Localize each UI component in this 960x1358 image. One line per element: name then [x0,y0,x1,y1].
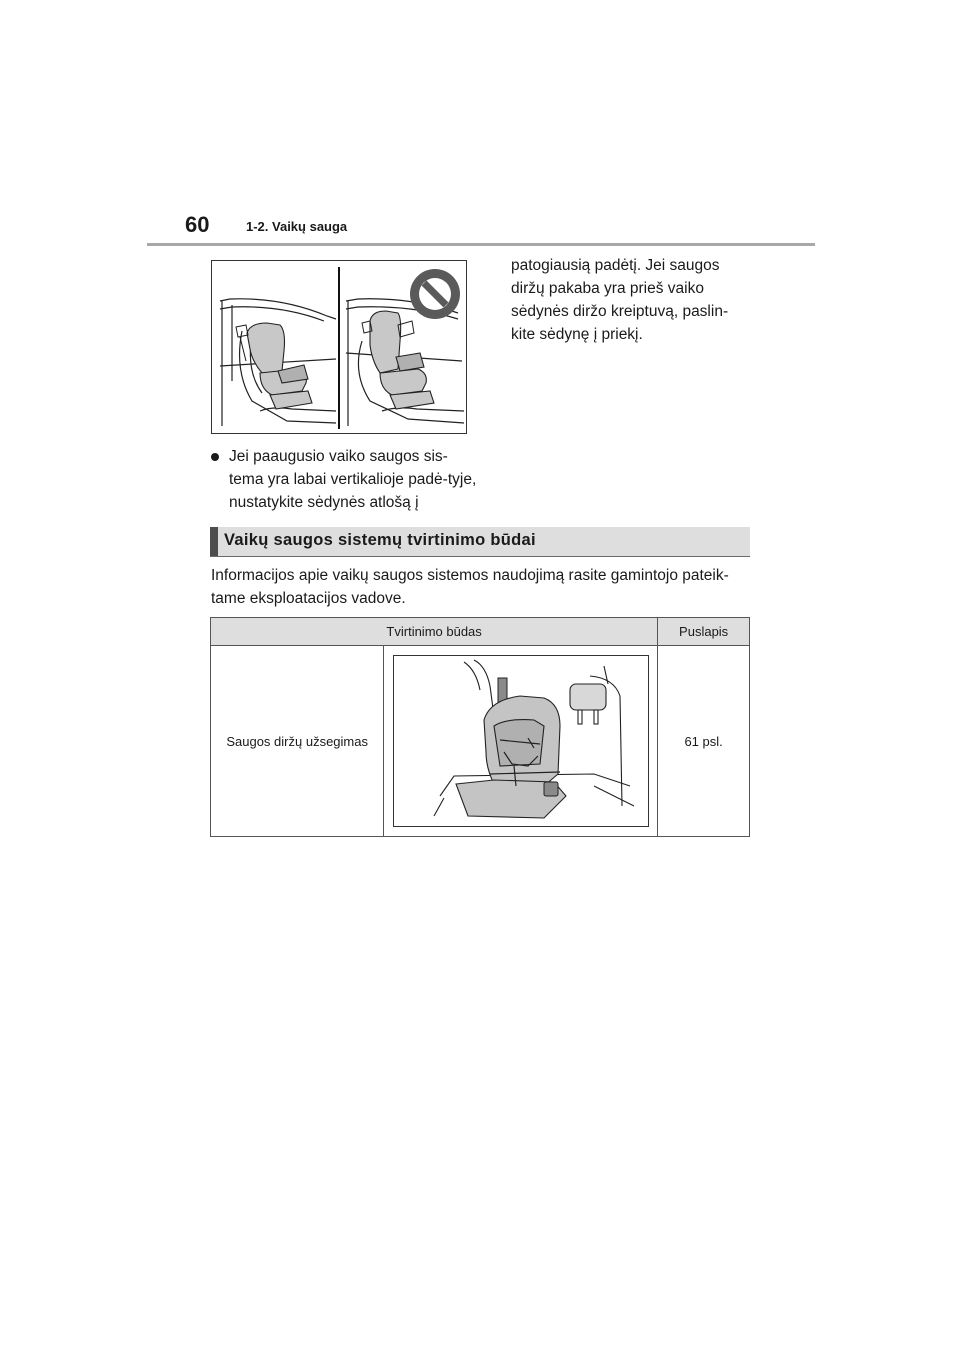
bullet-dot-icon [211,453,219,461]
prohibited-icon [410,269,460,319]
section-heading [210,527,750,557]
info-paragraph: Informacijos apie vaikų saugos sistemos naudojimą rasite gamintojo pateik-tame eksploatacijos vadove. [211,567,729,607]
header-page: Puslapis [658,618,750,646]
section-heading-text: Vaikų saugos sistemų tvirtinimo būdai [224,531,536,549]
right-column-text: patogiausią padėtį. Jei saugos diržų pakaba yra prieš vaiko sėdynės diržo kreiptuvą, paslin-kite sėdynę į priekį. [511,257,729,343]
table-header-row [211,618,750,646]
page-cell: 61 psl. [658,646,750,837]
method-cell: Saugos diržų užsegimas [211,646,384,837]
illustration-cell [384,646,658,837]
section-reference: 1-2. Vaikų sauga [246,219,348,234]
page-number: 60 [185,212,210,237]
header-rule [147,243,815,246]
methods-table [210,617,750,837]
seat-recline-illustration [211,260,467,434]
header-method: Tvirtinimo būdas [211,618,658,646]
child-seat-illustration [393,655,649,827]
section-heading-bar [210,527,218,556]
bullet-item [211,445,481,514]
table-row [211,646,750,837]
bullet-text: Jei paaugusio vaiko saugos sis-tema yra labai vertikalioje padė-tyje, nustatykite sėdynės atlošą į [229,448,477,511]
